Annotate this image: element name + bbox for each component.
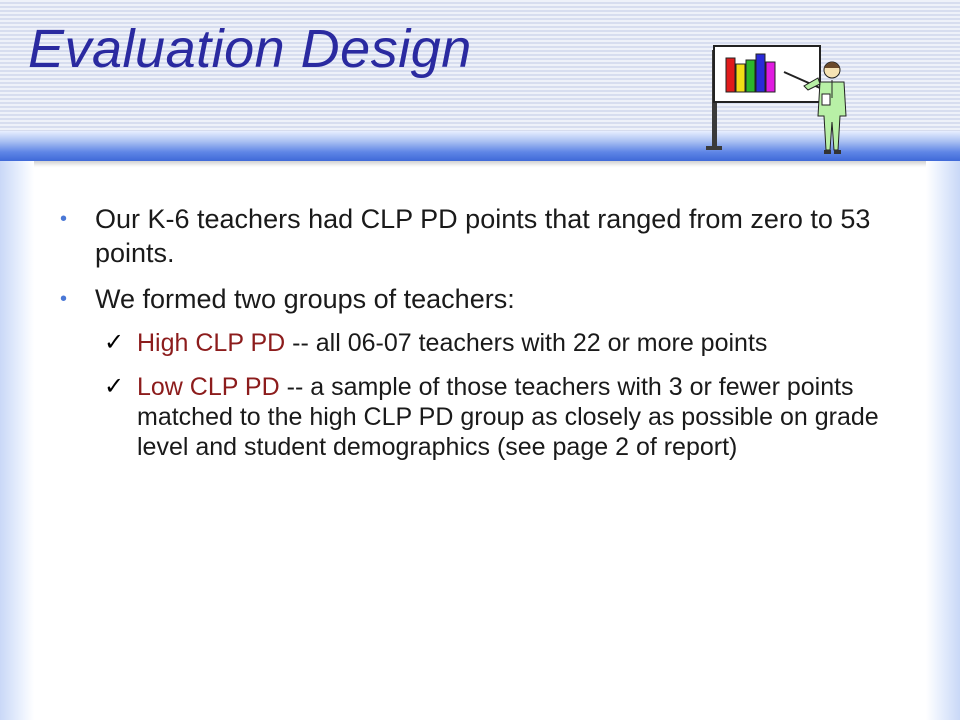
bullet-item [60, 282, 910, 316]
right-gradient-border [926, 161, 960, 720]
sub-bullet-item [60, 372, 910, 462]
slide-title: Evaluation Design [28, 19, 472, 79]
group-label: Low CLP PD [137, 373, 280, 401]
bullet-text: Our K-6 teachers had CLP PD points that ranged from zero to 53 points. [95, 204, 871, 268]
bullet-item [60, 202, 910, 270]
round-bullet-icon: • [60, 288, 68, 310]
checkmark-icon: ✓ [104, 329, 125, 356]
checkmark-icon: ✓ [104, 373, 125, 400]
sub-bullet-text: -- all 06-07 teachers with 22 or more points [285, 329, 768, 357]
sub-bullet-text: -- a sample of those teachers with 3 or fewer points matched to the high CLP PD group as closely as possible on grade level and student demographics (see page 2 of report) [137, 373, 879, 461]
round-bullet-icon: • [60, 208, 68, 230]
group-label: High CLP PD [137, 329, 286, 357]
left-gradient-border [0, 161, 34, 720]
slide-body [60, 202, 910, 476]
sub-bullet-item [60, 328, 910, 358]
presenter-clipart [700, 42, 860, 160]
bullet-text: We formed two groups of teachers: [95, 284, 515, 314]
